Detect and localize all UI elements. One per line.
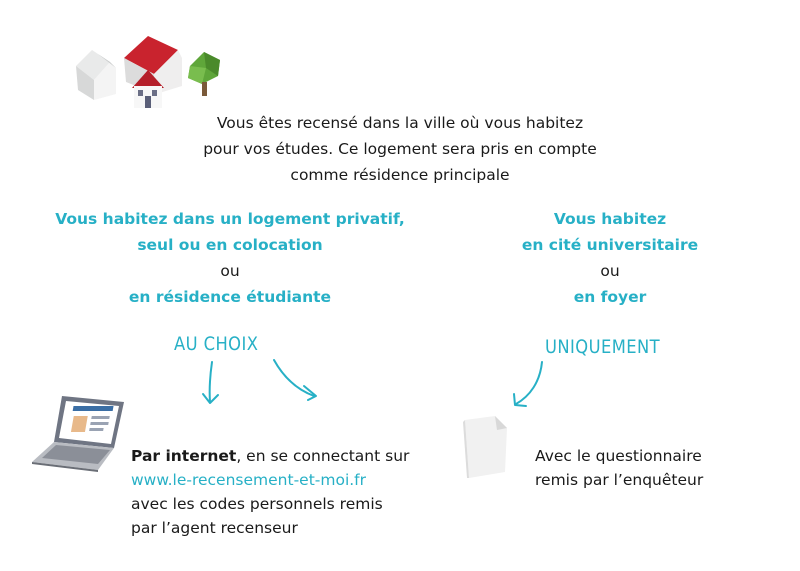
intro-text [150, 110, 650, 188]
internet-bold: Par internet [131, 447, 237, 465]
left-housing-block [30, 206, 430, 310]
right-housing-block [480, 206, 740, 310]
right-line-3: en foyer [573, 288, 647, 306]
au-choix-label: AU CHOIX [174, 333, 259, 355]
right-or: ou [600, 262, 620, 280]
internet-line-3: avec les codes personnels remis [131, 495, 383, 513]
right-line-2: en cité universitaire [521, 236, 699, 254]
arrow-curve-icon [508, 360, 548, 412]
white-house-icon [76, 50, 116, 100]
internet-info [131, 444, 431, 540]
tree-icon [188, 52, 220, 96]
paper-document-icon [455, 414, 515, 480]
intro-line-3: comme résidence principale [290, 166, 510, 184]
internet-line-1 [131, 444, 431, 468]
census-url-link[interactable]: www.le-recensement-et-moi.fr [131, 471, 367, 489]
laptop-icon [28, 392, 128, 472]
paper-line-1: Avec le questionnaire [535, 447, 702, 465]
intro-line-1: Vous êtes recensé dans la ville où vous habitez [216, 114, 584, 132]
uniquement-label: UNIQUEMENT [545, 336, 661, 358]
left-line-2: seul ou en colocation [137, 236, 323, 254]
internet-rest: , en se connectant sur [236, 447, 410, 465]
intro-line-2: pour vos études. Ce logement sera pris en compte [203, 140, 597, 158]
internet-line-4: par l’agent recenseur [131, 519, 298, 537]
paper-line-2: remis par l’enquêteur [535, 471, 704, 489]
arrow-down-icon [196, 360, 226, 410]
arrow-diagonal-icon [270, 356, 330, 404]
houses-illustration [68, 28, 228, 112]
left-or: ou [220, 262, 240, 280]
left-line-1: Vous habitez dans un logement privatif, [55, 210, 405, 228]
left-line-3: en résidence étudiante [128, 288, 332, 306]
paper-info [535, 444, 765, 492]
right-line-1: Vous habitez [553, 210, 667, 228]
